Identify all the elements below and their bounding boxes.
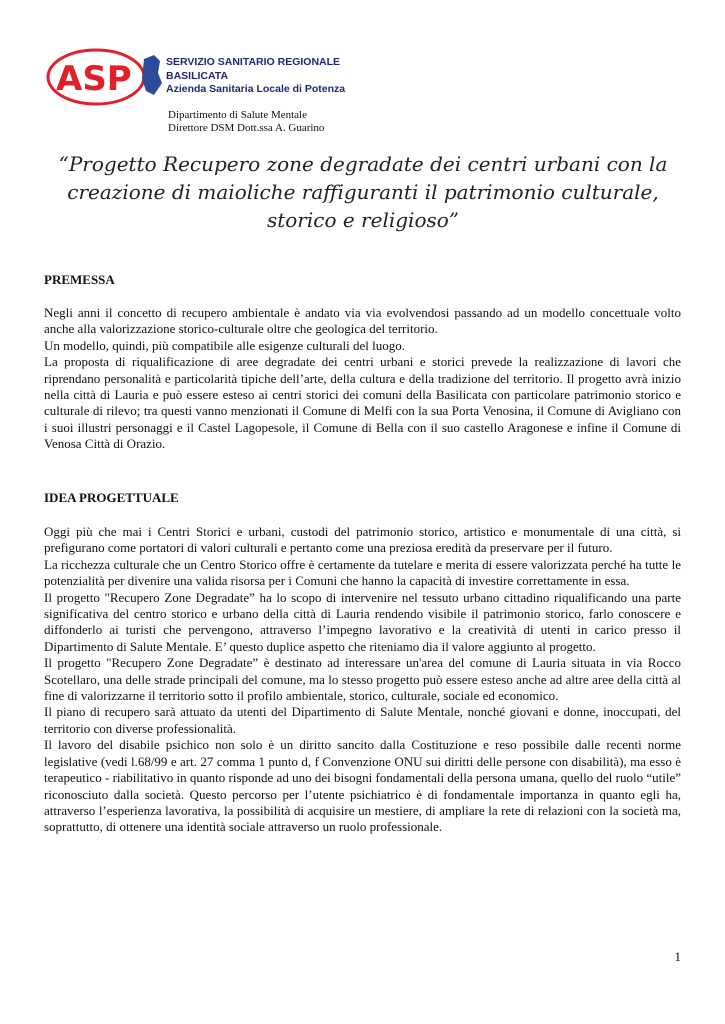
dept-line: Direttore DSM Dott.ssa A. Guarino bbox=[168, 122, 325, 134]
page-number: 1 bbox=[674, 949, 681, 964]
org-line: Azienda Sanitaria Locale di Potenza bbox=[166, 83, 346, 95]
org-line: SERVIZIO SANITARIO REGIONALE bbox=[166, 56, 341, 68]
dept-line: Dipartimento di Salute Mentale bbox=[168, 109, 307, 121]
section-body-premessa bbox=[44, 305, 681, 453]
organization-name bbox=[166, 56, 345, 97]
section-body-idea-progettuale bbox=[44, 524, 681, 836]
document-title: “Progetto Recupero zone degradate dei centri urbani con la creazione di maioliche raffiguranti il patrimonio culturale, storico e religioso” bbox=[58, 152, 668, 232]
org-line: BASILICATA bbox=[166, 69, 229, 82]
paragraph: Il piano di recupero sarà attuato da utenti del Dipartimento di Salute Mentale, nonché giovani e donne, inoccupati, del territorio con diverse professionalità. bbox=[44, 704, 681, 736]
paragraph: Un modello, quindi, più compatibile alle esigenze culturali del luogo. bbox=[44, 337, 406, 353]
paragraph: Il progetto "Recupero Zone Degradate” ha lo scopo di intervenire nel tessuto urbano cittadino riqualificando una parte significativa del centro storico e urbano della città di Lauria rendendo visibile il patrimonio storico, farlo conoscere e diffonderlo ai turisti che pervengono, attraverso l’impegno lavorativo e la creatività di utenti in carico presso il Dipartimento di Salute Mentale. E’ questo duplice aspetto che riteniamo dia il valore aggiunto al progetto. bbox=[44, 589, 681, 654]
basilicata-map-icon bbox=[142, 55, 162, 95]
department-info bbox=[168, 109, 324, 135]
paragraph: La proposta di riqualificazione di aree degradate dei centri urbani e storici prevede la realizzazione di lavori che riprendano personalità e particolarità tipiche dell’arte, della cultura e della tradizione del territorio. Il progetto avrà inizio nella città di Lauria e può essere esteso ai centri storici dei comuni della Basilicata con particolare patrimonio storico e culturale di rilevo; tra questi vanno menzionati il Comune di Melfi con la sua Porta Venosina, il Comune di Avigliano con i suoi illustri personaggi e il Castel Lagopesole, il Comune di Bella con il suo castello Aragonese e infine il Comune di Venosa Città di Orazio. bbox=[44, 354, 681, 452]
paragraph: La ricchezza culturale che un Centro Storico offre è certamente da tutelare e merita di essere valorizzata perché ha tutte le potenzialità per divenire una valida risorsa per i Comuni che hanno la capacità di investire correttamente in essa. bbox=[44, 556, 681, 589]
asp-logo-mark bbox=[46, 47, 166, 107]
section-heading-idea-progettuale: IDEA PROGETTUALE bbox=[44, 490, 179, 505]
paragraph: Negli anni il concetto di recupero ambientale è andato via via evolvendosi passando ad un modello concettuale volto anche alla valorizzazione storico-culturale oltre che geologica del territorio. bbox=[44, 305, 681, 337]
paragraph: Il progetto "Recupero Zone Degradate” è destinato ad interessare un'area del comune di Lauria situata in via Rocco Scotellaro, una delle strade principali del comune, ma lo stesso progetto può essere esteso anche ad altre aree della città al fine di valorizzarne il territorio sotto il profilo ambientale, storico, culturale, sociale ed economico. bbox=[44, 655, 681, 704]
logo-text: ASP bbox=[56, 59, 132, 99]
paragraph: Oggi più che mai i Centri Storici e urbani, custodi del patrimonio storico, artistico e monumentale di una città, si prefigurano come portatori di valori culturali e pertanto come una preziosa eredità da preservare per il futuro. bbox=[44, 524, 681, 556]
paragraph: Il lavoro del disabile psichico non solo è un diritto sancito dalla Costituzione e reso possibile dalle recenti norme legislative (vedi l.68/99 e art. 27 comma 1 punto d, f Convenzione ONU sui diritti delle persone con disabilità), ma esso è terapeutico - riabilitativo in quanto risponde ad uno dei bisogni fondamentali della persona umana, quello del ruolo “utile” riconosciuto dalla società. Questo percorso per l’utente psichiatrico è di fondamentale importanza in quanto egli ha, attraverso l’esperienza lavorativa, la possibilità di acquisire un mestiere, di ampliare la rete di relazioni con la società ma, soprattutto, di ottenere una identità sociale attraverso un ruolo professionale. bbox=[44, 737, 681, 835]
section-heading-premessa: PREMESSA bbox=[44, 272, 115, 287]
